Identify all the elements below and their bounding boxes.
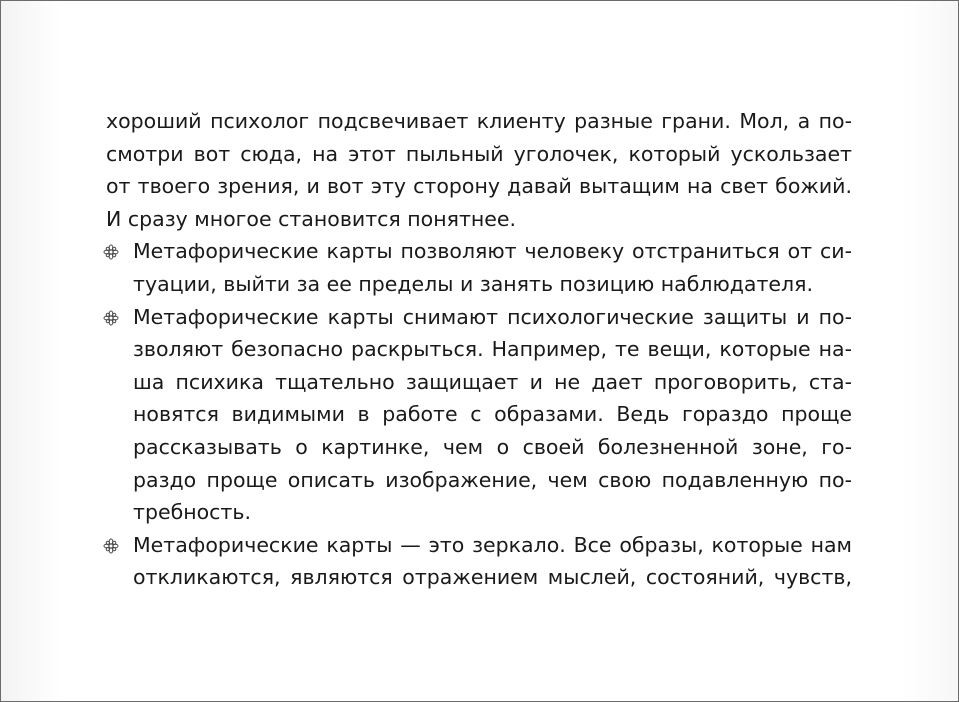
bullet-line: требность. [133, 500, 251, 525]
paragraph-line: от твоего зрения, и вот эту сторону давай вытащим на свет божий. [106, 174, 852, 199]
bullet-line: ша психика тщательно защищает и не дает проговорить, ста- [133, 369, 852, 394]
bullet-line: раздо проще описать изображение, чем свою подавленную по- [133, 467, 852, 492]
bullet-item [106, 235, 852, 300]
bullet-item [106, 301, 852, 529]
bullet-line: туации, выйти за ее пределы и занять позицию наблюдателя. [133, 271, 813, 296]
bullet-line: Метафорические карты — это зеркало. Все образы, которые нам [133, 532, 852, 557]
paragraph-line: хороший психолог подсвечивает клиенту разные грани. Мол, а по- [106, 109, 852, 133]
bullet-line: новятся видимыми в работе с образами. Ведь гораздо проще [133, 402, 852, 427]
paragraph-line: И сразу многое становится понятнее. [106, 206, 517, 231]
bullet-line: рассказывать о картинке, чем о своей болезненной зоне, го- [133, 434, 852, 459]
paragraph-line: смотри вот сюда, на этот пыльный уголочек, который ускользает [106, 141, 852, 166]
bullet-line: откликаются, являются отражением мыслей, состояний, чувств, [133, 565, 852, 590]
bullet-line: Метафорические карты позволяют человеку отстраниться от си- [133, 239, 852, 264]
flower-ornament-icon [103, 310, 119, 326]
bullet-line: Метафорические карты снимают психологические защиты и по- [133, 304, 852, 329]
flower-ornament-icon [103, 244, 119, 260]
flower-ornament-icon [103, 538, 119, 554]
page-text [106, 105, 852, 594]
bullet-line: зволяют безопасно раскрыться. Например, те вещи, которые на- [133, 337, 852, 362]
bullet-item [106, 529, 852, 594]
